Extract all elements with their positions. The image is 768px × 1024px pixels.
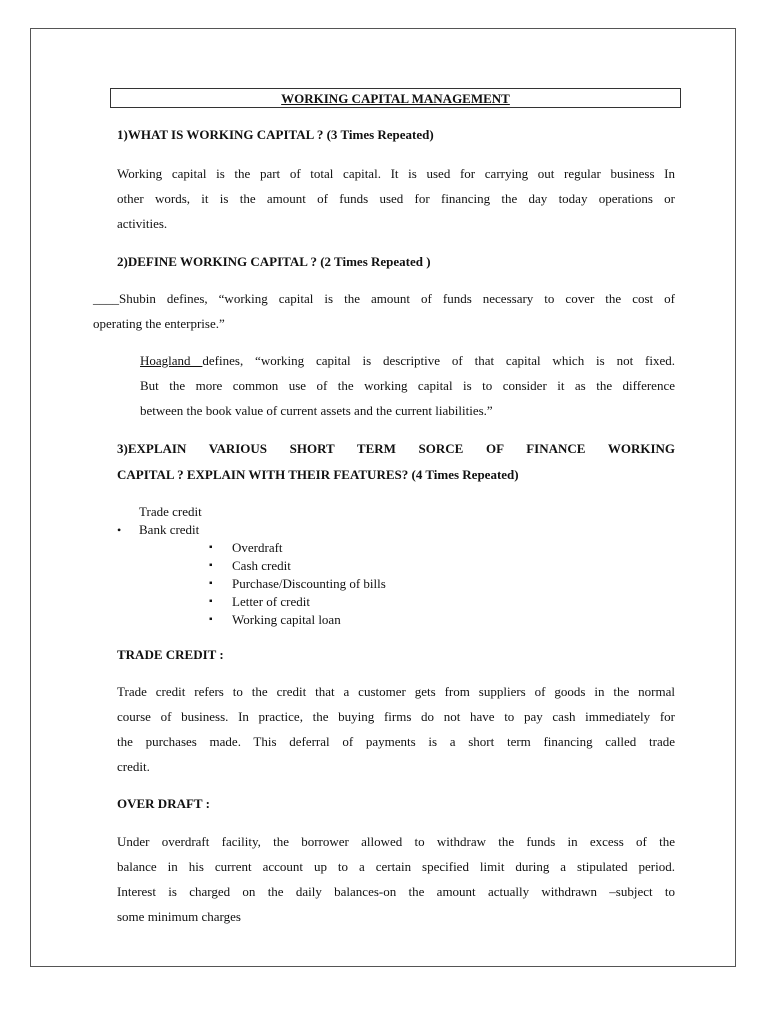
paragraph-line: the purchases made. This deferral of payments is a short term financing called trade: [117, 734, 675, 749]
sub-list-item: [117, 611, 537, 629]
paragraph-over-draft: [117, 829, 675, 929]
sub-list-item-label: Cash credit: [232, 558, 291, 573]
heading-over-draft: OVER DRAFT :: [117, 796, 210, 811]
heading-short-term-sources: [117, 436, 675, 488]
square-bullet-icon: ▪: [209, 560, 213, 571]
sub-list-item: [117, 575, 537, 593]
sub-list-item: [117, 539, 537, 557]
paragraph-hoagland-definition: [140, 348, 675, 423]
round-bullet-icon: •: [117, 523, 122, 537]
list-item: [117, 503, 537, 521]
paragraph-trade-credit: [117, 679, 675, 779]
paragraph-line: Interest is charged on the daily balances-on the amount actually withdrawn –subject to: [117, 884, 675, 899]
paragraph-line: Working capital is the part of total capital. It is used for carrying out regular business In: [117, 166, 675, 181]
paragraph-line: Trade credit refers to the credit that a customer gets from suppliers of goods in the normal: [117, 684, 675, 699]
paragraph-line: balance in his current account up to a certain specified limit during a stipulated period.: [117, 859, 675, 874]
paragraph-shubin-definition: [93, 286, 675, 336]
square-bullet-icon: ▪: [209, 542, 213, 553]
square-bullet-icon: ▪: [209, 578, 213, 589]
paragraph-line: some minimum charges: [117, 909, 241, 924]
paragraph-line: [93, 286, 675, 311]
sub-list-item: [117, 557, 537, 575]
paragraph-line: activities.: [117, 216, 168, 231]
paragraph-line: Under overdraft facility, the borrower allowed to withdraw the funds in excess of the: [117, 834, 675, 849]
list-item: [117, 521, 537, 539]
blank-underscore: ____: [93, 291, 119, 306]
paragraph-working-capital-definition: [117, 161, 675, 236]
list-item-label: Trade credit: [139, 504, 202, 519]
paragraph-line: [140, 348, 675, 373]
sub-list-item-label: Working capital loan: [232, 612, 341, 627]
sub-list-item-label: Overdraft: [232, 540, 283, 555]
paragraph-line: operating the enterprise.”: [93, 316, 225, 331]
square-bullet-icon: ▪: [209, 596, 213, 607]
sub-list-item: [117, 593, 537, 611]
heading-what-is-working-capital: 1)WHAT IS WORKING CAPITAL ? (3 Times Repeated): [117, 127, 434, 142]
hoagland-name: Hoagland: [140, 353, 203, 368]
paragraph-line: between the book value of current assets and the current liabilities.”: [140, 403, 493, 418]
document-title: WORKING CAPITAL MANAGEMENT: [110, 88, 681, 108]
hoagland-text: defines, “working capital is descriptive of that capital which is not fixed.: [202, 353, 675, 368]
heading-trade-credit: TRADE CREDIT :: [117, 647, 224, 662]
paragraph-line: But the more common use of the working capital is to consider it as the difference: [140, 378, 675, 393]
heading-define-working-capital: 2)DEFINE WORKING CAPITAL ? (2 Times Repeated ): [117, 254, 431, 269]
heading-line: CAPITAL ? EXPLAIN WITH THEIR FEATURES? (4 Times Repeated): [117, 467, 519, 482]
paragraph-line: course of business. In practice, the buying firms do not have to pay cash immediately for: [117, 709, 675, 724]
heading-line: 3)EXPLAIN VARIOUS SHORT TERM SORCE OF FINANCE WORKING: [117, 441, 675, 456]
paragraph-line: credit.: [117, 759, 150, 774]
sub-list-item-label: Purchase/Discounting of bills: [232, 576, 386, 591]
sub-list-item-label: Letter of credit: [232, 594, 310, 609]
shubin-text: Shubin defines, “working capital is the amount of funds necessary to cover the cost of: [119, 291, 675, 306]
list-item-label: Bank credit: [139, 522, 200, 537]
square-bullet-icon: ▪: [209, 614, 213, 625]
finance-sources-list: [117, 503, 537, 629]
paragraph-line: other words, it is the amount of funds used for financing the day today operations or: [117, 191, 675, 206]
